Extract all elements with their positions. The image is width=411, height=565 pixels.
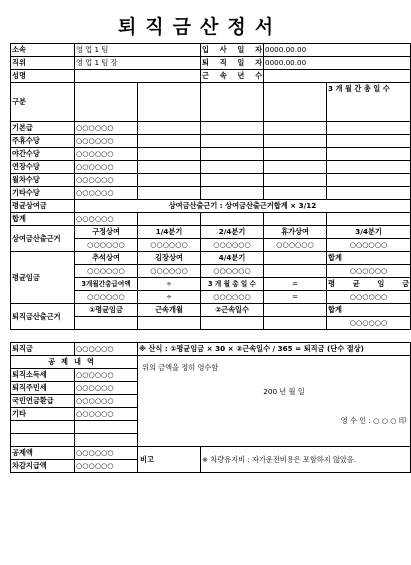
pay-item-value[interactable]: ○○○○○○ [75,187,138,200]
severance-basis-value [264,317,327,330]
pay-item-label: 기본급 [11,122,75,135]
gubun-cell [75,83,138,122]
avg-wage-operator: ÷ [138,291,201,304]
severance-basis-value[interactable] [75,317,138,330]
severance-basis-header: ①평균임금 [75,304,138,317]
gubun-cell [201,83,264,122]
position-label: 직위 [11,57,75,70]
bonus-basis-header: 김장상여 [138,252,201,265]
avg-wage-operator: = [264,291,327,304]
net-pay-label: 차감지급액 [11,460,75,473]
severance-calculation-form [10,43,411,473]
pay-item-label: 연장수당 [11,161,75,174]
name-value[interactable] [75,70,201,83]
avg-wage-operator: ÷ [138,278,201,291]
pay-item-label: 월차수당 [11,174,75,187]
net-pay-value[interactable]: ○○○○○○ [75,460,138,473]
avg-wage-formula-term: 3개월간총급여액 [75,278,138,291]
pay-total-value[interactable]: ○○○○○○ [75,213,138,226]
dept-value[interactable]: 영 업 1 팀 [75,44,201,57]
pay-item-label: 야간수당 [11,148,75,161]
bonus-basis-value[interactable]: ○○○○○○ [138,239,201,252]
receipt-statement: 위의 금액을 정히 영수함 [142,363,219,372]
document-title: 퇴직금산정서 [117,16,283,38]
bonus-basis-value[interactable]: ○○○○○○ [138,265,201,278]
pay-item-row [11,135,411,148]
bonus-basis-value[interactable]: ○○○○○○ [75,239,138,252]
severance-basis-label: 퇴직금산출근거 [11,304,75,330]
pay-item-row [11,187,411,200]
bonus-basis-header: 구정상여 [75,226,138,239]
severance-basis-total[interactable]: ○○○○○○ [327,317,411,330]
pay-item-value[interactable]: ○○○○○○ [75,148,138,161]
severance-formula: ※ 산식 : ①평균임금 × 30 × ②근속일수 / 365 = 퇴직금 (단수 절상) [138,343,411,356]
avg-wage-operator: = [264,278,327,291]
hire-date-value[interactable]: 0000.00.00 [264,44,411,57]
deduction-value[interactable]: ○○○○○○ [75,408,138,421]
three-month-days-label: 3 개 월 간 총 일 수 [327,83,411,122]
deductions-header: 공제내역 [11,356,138,369]
pay-item-value[interactable]: ○○○○○○ [75,174,138,187]
hire-date-label: 입 사 일 자 [201,44,264,57]
pay-item-value[interactable]: ○○○○○○ [75,161,138,174]
bonus-basis-header: 4/4분기 [201,252,264,265]
bonus-avg-formula: 상여금산출근기 : 상여금산출근거합계 × 3/12 [75,200,411,213]
name-label: 성명 [11,70,75,83]
receipt-date[interactable]: 200 년 월 일 [263,386,305,396]
retire-date-label: 퇴 직 일 자 [201,57,264,70]
deduction-total-label: 공제액 [11,447,75,460]
bonus-basis-value[interactable]: ○○○○○○ [75,265,138,278]
position-value[interactable]: 영 업 1 팀 장 [75,57,201,70]
gubun-cell [138,83,201,122]
severance-basis-header: ②근속일수 [201,304,264,317]
bonus-basis-header: 휴가상여 [264,226,327,239]
bonus-basis-header: 2/4분기 [201,226,264,239]
avg-wage-formula-term: 평 균 임 금 [327,278,411,291]
severance-basis-value[interactable] [201,317,264,330]
remarks-label: 비고 [138,447,201,473]
bonus-basis-header: 추석상여 [75,252,138,265]
bonus-basis-value[interactable]: ○○○○○○ [201,265,264,278]
bonus-basis-value[interactable]: ○○○○○○ [327,239,411,252]
pay-total-label: 합계 [11,213,75,226]
bonus-basis-value[interactable]: ○○○○○○ [201,239,264,252]
severance-basis-header: 근속개월 [138,304,201,317]
bonus-avg-label: 평균상여금 [11,200,75,213]
bonus-basis-total-label: 합계 [327,252,411,265]
deduction-label: 국민연금환급 [11,395,75,408]
deduction-label: 기타 [11,408,75,421]
bonus-basis-label: 상여금산출근거 [11,226,75,252]
avg-wage-formula-term: 3 개 월 총 일 수 [201,278,264,291]
severance-basis-header [264,304,327,317]
pay-item-row [11,174,411,187]
pay-item-label: 주휴수당 [11,135,75,148]
pay-item-value[interactable]: ○○○○○○ [75,122,138,135]
bonus-basis-value [264,265,327,278]
bonus-basis-total[interactable]: ○○○○○○ [327,265,411,278]
dept-label: 소속 [11,44,75,57]
avg-wage-value[interactable]: ○○○○○○ [201,291,264,304]
gubun-cell [264,83,327,122]
severance-basis-value[interactable] [138,317,201,330]
deduction-value[interactable]: ○○○○○○ [75,382,138,395]
bonus-basis-header [264,252,327,265]
pay-item-value[interactable]: ○○○○○○ [75,135,138,148]
pay-item-row [11,148,411,161]
deduction-total-value[interactable]: ○○○○○○ [75,447,138,460]
deduction-value[interactable]: ○○○○○○ [75,395,138,408]
severance-value[interactable]: ○○○○○○ [75,343,138,356]
pay-item-row [11,161,411,174]
pay-item-row [11,122,411,135]
bonus-basis-value[interactable]: ○○○○○○ [264,239,327,252]
receipt-block [138,356,411,447]
remarks-text: ※ 차량유지비 : 자가운전비용은 포함하지 않았음. [201,447,411,473]
avg-wage-value[interactable]: ○○○○○○ [75,291,138,304]
years-value[interactable] [264,70,411,83]
retire-date-value[interactable]: 0000.00.00 [264,57,411,70]
bonus-basis-header: 3/4분기 [327,226,411,239]
gubun-label: 구분 [11,83,75,122]
avg-wage-result[interactable]: ○○○○○○ [327,291,411,304]
bonus-basis-header: 1/4분기 [138,226,201,239]
severance-label: 퇴직금 [11,343,75,356]
years-label: 근 속 년 수 [201,70,264,83]
severance-basis-total-label: 합계 [327,304,411,317]
receipt-recipient[interactable]: 영 수 인 : ○ ○ ○ 印 [340,416,407,426]
deduction-label: 퇴직소득세 [11,369,75,382]
pay-item-label: 기타수당 [11,187,75,200]
avg-wage-label: 평균임금 [11,252,75,304]
deduction-value[interactable]: ○○○○○○ [75,369,138,382]
deduction-label: 퇴직주민세 [11,382,75,395]
